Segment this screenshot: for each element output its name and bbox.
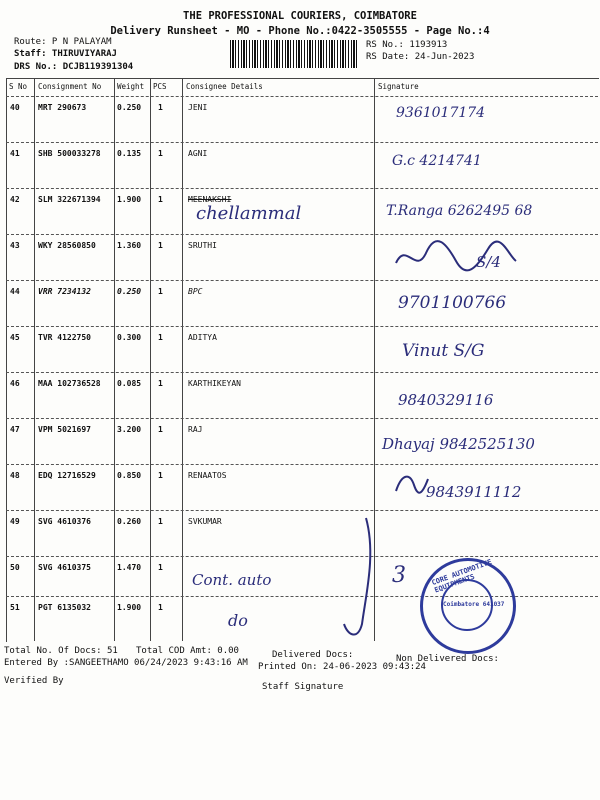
table-row (6, 418, 598, 465)
row-consignment: SVG 4610375 (38, 563, 91, 572)
total-cod: Total COD Amt: 0.00 (136, 646, 239, 656)
row-sno: 46 (10, 379, 20, 388)
row-pcs: 1 (158, 195, 163, 204)
row-sno: 41 (10, 149, 20, 158)
handwritten-note: do (228, 611, 248, 630)
handwritten-name: chellammal (196, 203, 302, 224)
row-signature: G.c 4214741 (392, 153, 482, 169)
row-signature: 9840329116 (398, 391, 494, 409)
row-weight: 0.260 (117, 517, 142, 526)
row-pcs: 1 (158, 425, 163, 434)
row-consignment: MRT 290673 (38, 103, 87, 112)
row-signature: 9701100766 (398, 293, 507, 313)
row-weight: 0.300 (117, 333, 142, 342)
col-sno: S No (9, 82, 28, 91)
company-stamp (420, 558, 516, 654)
row-signature: 9843911112 (426, 483, 522, 501)
row-consignee: BPC (188, 287, 203, 296)
col-signature: Signature (378, 82, 419, 91)
table-row (6, 234, 598, 281)
row-consignment: SHB 500033278 (38, 149, 101, 158)
delivered-docs: Delivered Docs: (272, 650, 354, 660)
row-sno: 44 (10, 287, 20, 296)
handwritten-note: Cont. auto (192, 571, 272, 589)
row-weight: 1.900 (117, 195, 142, 204)
row-weight: 0.135 (117, 149, 142, 158)
row-signature: 3 (392, 563, 406, 588)
row-consignment: SLM 322671394 (38, 195, 101, 204)
row-sno: 45 (10, 333, 20, 342)
row-consignment: PGT 6135032 (38, 603, 91, 612)
row-weight: 1.470 (117, 563, 142, 572)
row-pcs: 1 (158, 563, 163, 572)
rs-number: RS No.: 1193913 (366, 40, 448, 50)
stamp-inner-text: Coimbatore 641037 (443, 601, 505, 608)
non-delivered-docs: Non Delivered Docs: (396, 654, 499, 664)
row-pcs: 1 (158, 333, 163, 342)
row-sno: 40 (10, 103, 20, 112)
row-sno: 50 (10, 563, 20, 572)
stamp-outer-text: CORE AUTOMOTIVE EQUIPMENTS (430, 557, 493, 595)
rs-date: RS Date: 24-Jun-2023 (366, 52, 475, 62)
table-row (6, 510, 598, 557)
row-consignment: TVR 4122750 (38, 333, 91, 342)
col-weight: Weight (117, 82, 145, 91)
row-consignment: SVG 4610376 (38, 517, 91, 526)
row-consignment: VRR 7234132 (38, 287, 91, 296)
handwritten-stroke (336, 514, 396, 644)
total-docs: Total No. Of Docs: 51 (4, 646, 118, 656)
row-weight: 0.250 (117, 103, 142, 112)
row-weight: 0.085 (117, 379, 142, 388)
row-consignment: VPM 5021697 (38, 425, 91, 434)
printed-on: Printed On: 24-06-2023 09:43:24 (258, 662, 426, 672)
col-consignment: Consignment No (38, 82, 102, 91)
table-row (6, 280, 598, 327)
handwritten-mark (392, 471, 432, 499)
row-sno: 51 (10, 603, 20, 612)
route-label: Route: P N PALAYAM (14, 37, 112, 47)
row-weight: 1.900 (117, 603, 142, 612)
row-sno: 48 (10, 471, 20, 480)
table-row (6, 464, 598, 511)
row-consignee: RENAATOS (188, 471, 227, 480)
verified-by: Verified By (4, 676, 64, 686)
row-pcs: 1 (158, 241, 163, 250)
row-consignment: WKY 28560850 (38, 241, 96, 250)
entered-by: Entered By :SANGEETHAMO 06/24/2023 9:43:16 AM (4, 658, 248, 668)
row-weight: 1.360 (117, 241, 142, 250)
drs-number: DRS No.: DCJB119391304 (14, 62, 134, 72)
company-title: THE PROFESSIONAL COURIERS, COIMBATORE (183, 10, 417, 22)
staff-label: Staff: THIRUVIYARAJ (14, 49, 117, 59)
row-sno: 49 (10, 517, 20, 526)
row-consignee: RAJ (188, 425, 203, 434)
row-consignee: AGNI (188, 149, 208, 158)
row-sno: 42 (10, 195, 20, 204)
row-sno: 43 (10, 241, 20, 250)
row-consignment: MAA 102736528 (38, 379, 101, 388)
row-pcs: 1 (158, 471, 163, 480)
row-pcs: 1 (158, 287, 163, 296)
table-row (6, 188, 598, 235)
row-weight: 0.250 (117, 287, 142, 296)
handwritten-scribble (392, 239, 522, 273)
row-signature: S/4 (476, 253, 501, 271)
table-row (6, 96, 598, 143)
row-pcs: 1 (158, 103, 163, 112)
row-consignee: ADITYA (188, 333, 217, 342)
table-row (6, 372, 598, 419)
barcode (230, 40, 358, 68)
row-weight: 0.850 (117, 471, 142, 480)
row-signature: Vinut S/G (402, 341, 485, 361)
row-pcs: 1 (158, 517, 163, 526)
row-consignee: MEENAKSHI (188, 195, 232, 204)
row-consignment: EDQ 12716529 (38, 471, 96, 480)
runsheet-subtitle: Delivery Runsheet - MO - Phone No.:0422-3505555 - Page No.:4 (110, 25, 490, 37)
row-consignee: JENI (188, 103, 208, 112)
row-pcs: 1 (158, 603, 163, 612)
row-consignee: SRUTHI (188, 241, 217, 250)
row-weight: 3.200 (117, 425, 142, 434)
row-signature: 9361017174 (396, 105, 486, 121)
col-pcs: PCS (153, 82, 167, 91)
row-consignee: KARTHIKEYAN (188, 379, 241, 388)
row-pcs: 1 (158, 379, 163, 388)
row-pcs: 1 (158, 149, 163, 158)
table-row (6, 326, 598, 373)
table-row (6, 142, 598, 189)
staff-signature-label: Staff Signature (262, 682, 344, 692)
col-consignee: Consignee Details (186, 82, 263, 91)
row-sno: 47 (10, 425, 20, 434)
row-signature: Dhayaj 9842525130 (382, 435, 535, 453)
row-signature: T.Ranga 6262495 68 (386, 203, 533, 219)
row-consignee: SVKUMAR (188, 517, 222, 526)
